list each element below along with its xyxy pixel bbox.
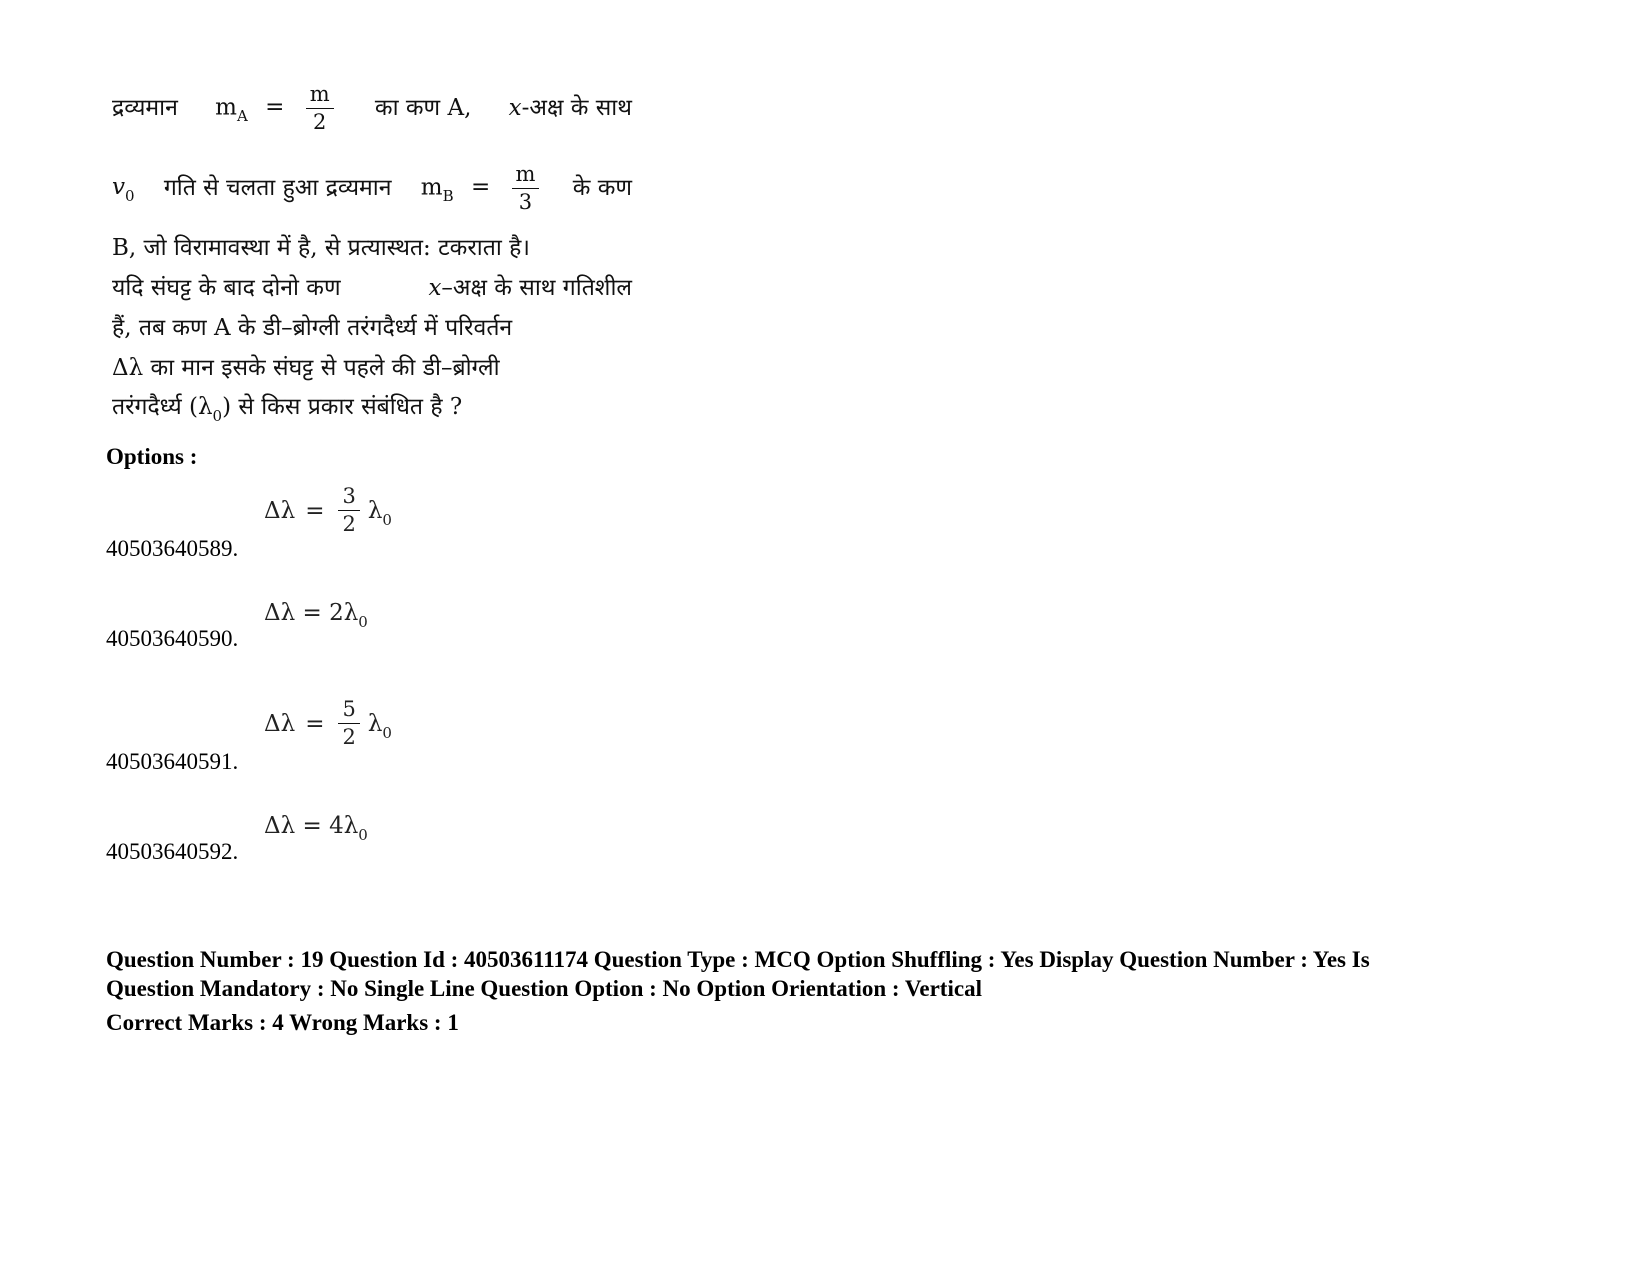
question-line-2: [112, 148, 632, 228]
fraction-denominator: 2: [342, 512, 356, 536]
option-formula: [264, 813, 368, 844]
lambda-subscript: 0: [382, 723, 392, 742]
mass-symbol: m: [420, 174, 443, 200]
question-text: B, जो विरामावस्था में है, से प्रत्यास्थत: टकराता है।: [112, 235, 531, 261]
option-3: [106, 695, 806, 775]
mass-subscript: B: [442, 187, 454, 205]
velocity-symbol: v: [112, 174, 125, 200]
question-text: के कण: [572, 175, 632, 201]
option-2: [106, 592, 806, 652]
mass-b-expression: [420, 161, 544, 214]
question-text: तरंगदैर्ध्य (λ: [112, 394, 213, 420]
option-formula: [264, 600, 368, 631]
velocity-subscript: 0: [125, 187, 135, 205]
question-text: –अक्ष के साथ गतिशील: [441, 275, 632, 301]
mass-subscript: A: [236, 107, 248, 125]
option-formula: [264, 486, 392, 535]
lambda-subscript: 0: [358, 826, 368, 844]
lambda-symbol: λ: [367, 497, 383, 524]
option-id: 40503640589.: [106, 536, 239, 561]
fraction-numerator: 3: [338, 486, 359, 511]
option-id: 40503640591.: [106, 749, 239, 774]
question-text-block: [112, 68, 632, 428]
option-id: 40503640592.: [106, 839, 239, 864]
fraction: [306, 81, 334, 134]
mass-symbol: m: [215, 94, 237, 120]
question-text: Δλ का मान इसके संघट्ट से पहले की डी–ब्रोग्ली: [112, 355, 500, 381]
lambda-symbol: λ: [367, 710, 383, 737]
mass-a-expression: [215, 81, 337, 134]
question-line-4: [112, 268, 632, 308]
question-text: का कण A,: [374, 95, 472, 121]
question-text: यदि संघट्ट के बाद दोनो कण: [112, 275, 341, 301]
lambda-subscript: 0: [212, 407, 223, 425]
question-line-5: [112, 308, 632, 348]
axis-symbol: x: [428, 275, 442, 301]
fraction-numerator: m: [512, 164, 540, 189]
delta-lambda-symbol: Δλ: [264, 497, 296, 524]
question-text: ) से किस प्रकार संबंधित है ?: [222, 394, 463, 420]
option-equation: Δλ = 2λ: [264, 600, 359, 626]
fraction: [512, 161, 540, 214]
equals-sign: =: [265, 94, 285, 120]
equals-sign: =: [305, 497, 325, 524]
fraction-numerator: 5: [338, 699, 359, 724]
options-label: Options :: [106, 444, 198, 469]
lambda-subscript: 0: [382, 510, 392, 529]
question-line-3: [112, 228, 632, 268]
question-text: हैं, तब कण A के डी–ब्रोग्ली तरंगदैर्ध्य में परिवर्तन: [112, 315, 513, 341]
question-text: -अक्ष के साथ: [521, 95, 632, 121]
question-line-6: [112, 348, 632, 388]
equals-sign: =: [470, 174, 491, 200]
fraction-denominator: 3: [518, 189, 533, 214]
question-text: गति से चलता हुआ द्रव्यमान: [163, 175, 392, 201]
question-text: द्रव्यमान: [112, 95, 178, 121]
fraction: [338, 699, 359, 748]
option-formula: [264, 699, 392, 748]
question-meta-line-2: Question Mandatory : No Single Line Question Option : No Option Orientation : Vertical: [106, 976, 982, 1001]
marks-info: Correct Marks : 4 Wrong Marks : 1: [106, 1010, 459, 1035]
equals-sign: =: [305, 710, 325, 737]
question-line-1: [112, 68, 632, 148]
lambda-subscript: 0: [358, 613, 368, 631]
question-line-7: [112, 388, 632, 428]
option-equation: Δλ = 4λ: [264, 813, 359, 839]
delta-lambda-symbol: Δλ: [264, 710, 296, 737]
option-1: [106, 482, 806, 562]
option-4: [106, 805, 806, 865]
fraction-denominator: 2: [342, 725, 356, 749]
question-meta-line-1: Question Number : 19 Question Id : 40503611174 Question Type : MCQ Option Shuffling : Yes Display Question Number : Yes Is: [106, 947, 1370, 972]
fraction-numerator: m: [306, 84, 334, 109]
option-id: 40503640590.: [106, 626, 239, 651]
fraction: [338, 486, 359, 535]
fraction-denominator: 2: [313, 109, 327, 134]
axis-symbol: x: [508, 95, 522, 121]
